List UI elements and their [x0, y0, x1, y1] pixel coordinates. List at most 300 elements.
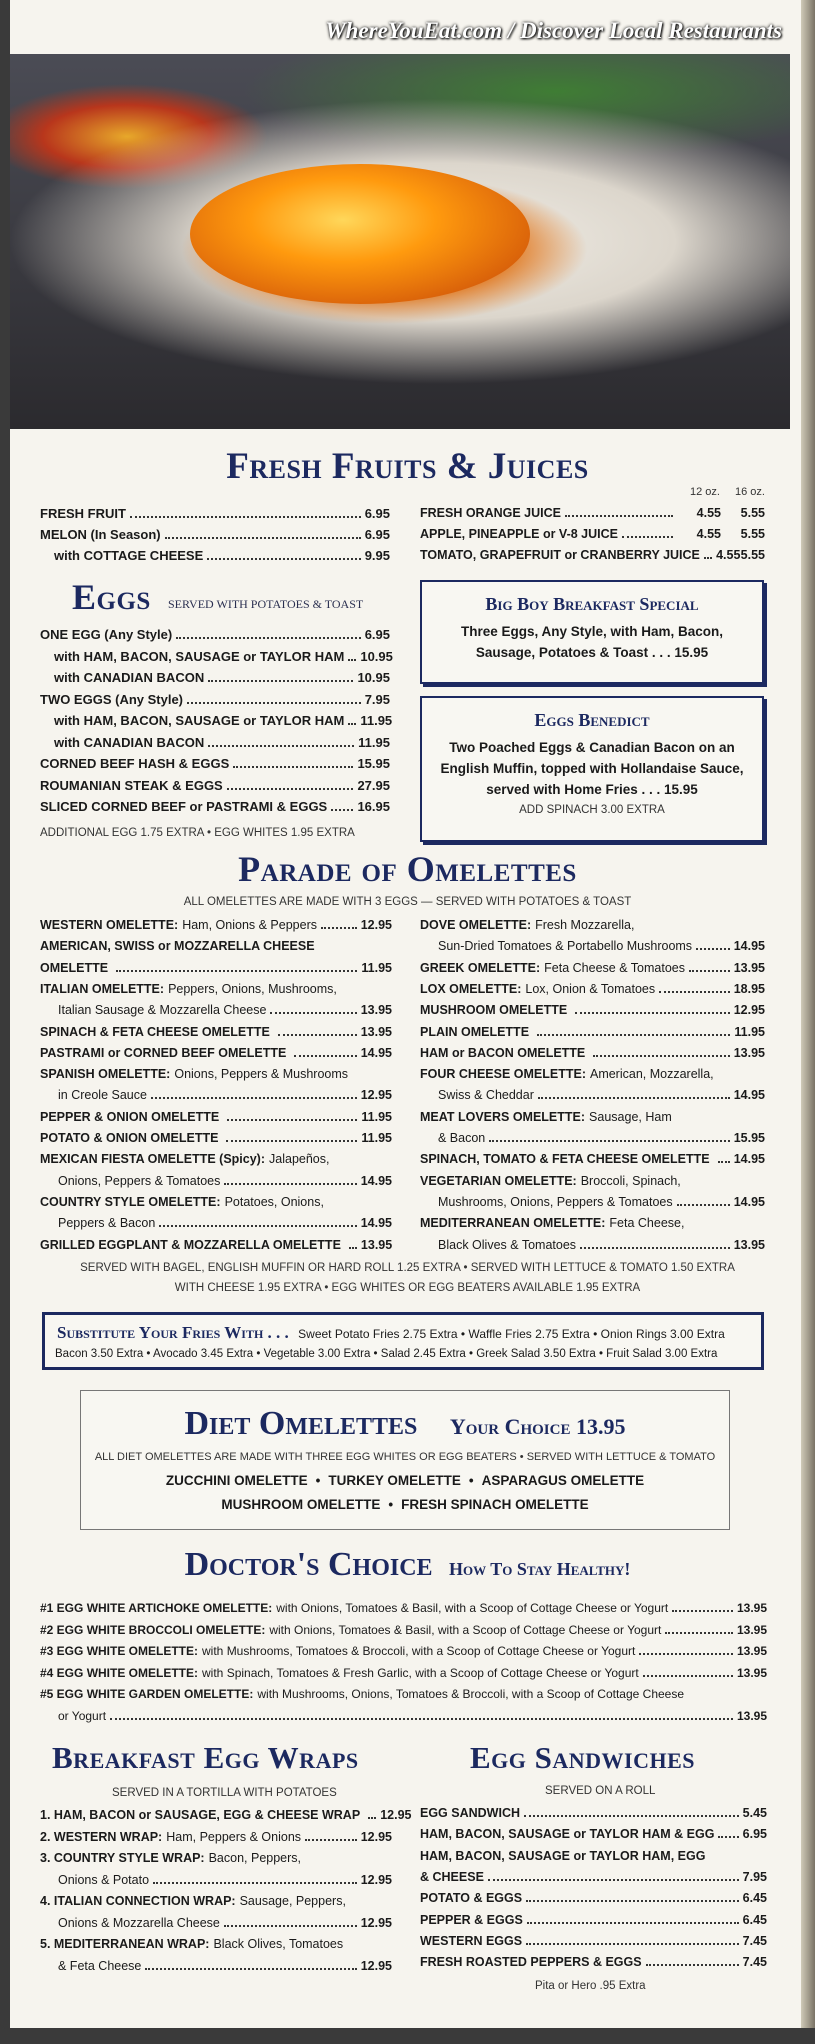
item-name: SLICED CORNED BEEF or PASTRAMI & EGGS: [40, 799, 328, 814]
benedict-line1: Two Poached Eggs & Canadian Bacon on an: [449, 740, 735, 755]
item-description: Peppers & Bacon: [58, 1216, 156, 1231]
dot-leader: [718, 1161, 730, 1163]
item-name: #5 EGG WHITE GARDEN OMELETTE:: [40, 1687, 254, 1701]
diet-omelettes-box: [80, 1390, 730, 1530]
dot-leader: [537, 1034, 730, 1036]
substitute-line-1-wrap: [57, 1323, 725, 1343]
wraps-title: Breakfast Egg Wraps: [52, 1740, 359, 1775]
item-name: SPINACH, TOMATO & FETA CHEESE OMELETTE: [420, 1152, 710, 1167]
menu-item: [40, 713, 393, 728]
dot-leader: [538, 1097, 730, 1099]
big-boy-line1: Three Eggs, Any Style, with Ham, Bacon,: [460, 624, 724, 639]
hero-food-photo: [10, 54, 790, 429]
item-price: 13.95: [733, 960, 765, 975]
diet-title: Diet Omelettes: [184, 1405, 418, 1442]
item-price: 14.95: [733, 939, 765, 954]
menu-item: [40, 939, 392, 953]
item-price: 12.95: [360, 1915, 392, 1930]
item-price: 14.95: [360, 1216, 392, 1231]
item-name: 4. ITALIAN CONNECTION WRAP:: [40, 1894, 236, 1908]
diet-row1: [81, 1469, 729, 1493]
dot-leader: [565, 515, 673, 517]
dot-leader: [153, 1882, 357, 1884]
item-price: 13.95: [360, 1003, 392, 1018]
menu-item: [40, 982, 392, 996]
item-description: Black Olives & Tomatoes: [438, 1237, 577, 1252]
item-name: 1. HAM, BACON or SAUSAGE, EGG & CHEESE WRAP: [40, 1808, 361, 1822]
omelettes-note2: WITH CHEESE 1.95 EXTRA • EGG WHITES OR EGG BEATERS AVAILABLE 1.95 EXTRA: [174, 1282, 641, 1294]
item-name: TWO EGGS (Any Style): [40, 691, 184, 707]
item-price: 13.95: [360, 1024, 392, 1039]
menu-item: [40, 1916, 392, 1930]
item-description: Feta Cheese & Tomatoes: [544, 960, 685, 975]
menu-item: [420, 1870, 767, 1884]
benedict-title: Eggs Benedict: [534, 710, 650, 730]
menu-item: [40, 627, 390, 642]
menu-item: [40, 527, 390, 542]
dot-leader: [208, 745, 354, 747]
eggs-subtitle: SERVED WITH POTATOES & TOAST: [168, 597, 364, 611]
item-price: 5.45: [742, 1806, 767, 1820]
eggs-benedict-box: [420, 696, 764, 842]
item-price: 11.95: [734, 1024, 765, 1039]
item-name: OMELETTE: [40, 960, 109, 975]
item-name: ONE EGG (Any Style): [40, 627, 173, 642]
item-price: 5.55: [740, 506, 765, 520]
dot-leader: [639, 1653, 733, 1655]
dot-leader: [622, 536, 673, 538]
menu-item: [420, 1003, 765, 1017]
big-boy-special-box: [420, 580, 764, 684]
item-name: GREEK OMELETTE:: [420, 960, 541, 975]
item-price: 5.55: [740, 527, 765, 541]
item-price: 18.95: [733, 981, 765, 996]
item-name: VEGETARIAN OMELETTE:: [420, 1173, 577, 1188]
dot-leader: [659, 991, 730, 993]
dot-leader: [110, 1718, 733, 1720]
item-name: AMERICAN, SWISS or MOZZARELLA CHEESE: [40, 939, 315, 954]
menu-item: [40, 1152, 392, 1166]
dot-leader: [151, 1097, 357, 1099]
diet-item: ASPARAGUS OMELETTE: [481, 1473, 645, 1488]
item-price: 4.55: [696, 527, 721, 541]
item-name: & CHEESE: [420, 1869, 484, 1884]
big-boy-line2: Sausage, Potatoes & Toast . . . 15.95: [475, 645, 709, 660]
dot-leader: [665, 1632, 733, 1634]
item-price: 11.95: [361, 960, 392, 975]
item-description: Sun-Dried Tomatoes & Portabello Mushrooms: [438, 939, 693, 954]
item-description: Sausage, Ham: [589, 1109, 672, 1124]
benedict-line3: served with Home Fries . . . 15.95: [486, 782, 698, 797]
item-name: FRESH FRUIT: [40, 506, 126, 521]
item-price: 7.45: [742, 1955, 767, 1970]
substitute-fries-box: [42, 1312, 764, 1370]
item-description: in Creole Sauce: [58, 1088, 147, 1103]
dot-leader: [270, 1012, 356, 1014]
col-12oz-header: 12 oz.: [690, 486, 720, 498]
item-description: Onions, Peppers & Tomatoes: [58, 1173, 221, 1188]
menu-item: [420, 1025, 765, 1039]
egg-yolk-image: [190, 164, 530, 304]
dot-leader: [207, 558, 360, 560]
menu-item: [420, 1827, 767, 1841]
item-name: DOVE OMELETTE:: [420, 918, 532, 932]
item-name: ROUMANIAN STEAK & EGGS: [40, 777, 223, 793]
menu-item: [40, 1709, 767, 1723]
menu-item: [420, 1891, 767, 1905]
item-name: 2. WESTERN WRAP:: [40, 1829, 163, 1844]
menu-item: [40, 961, 392, 975]
item-name: #1 EGG WHITE ARTICHOKE OMELETTE:: [40, 1601, 273, 1615]
item-price: 12.95: [360, 1958, 392, 1973]
item-name: GRILLED EGGPLANT & MOZZARELLA OMELETTE: [40, 1237, 341, 1252]
item-description: with Spinach, Tomatoes & Fresh Garlic, with a Scoop of Cottage Cheese or Yogurt: [202, 1665, 639, 1680]
item-price: 14.95: [733, 1088, 765, 1103]
item-name: POTATO & ONION OMELETTE: [40, 1131, 219, 1145]
item-price: 16.95: [357, 799, 390, 814]
item-description: Sausage, Peppers,: [239, 1894, 346, 1908]
bullet: •: [388, 1497, 394, 1512]
item-price: 12.95: [360, 1872, 392, 1887]
substitute-title: Substitute Your Fries With . . .: [57, 1323, 289, 1342]
menu-item: [420, 1806, 767, 1820]
menu-item: [420, 1088, 765, 1102]
menu-item: [40, 1238, 392, 1252]
menu-item: [420, 527, 765, 541]
item-name: MEDITERRANEAN OMELETTE:: [420, 1216, 606, 1231]
item-description: Onions, Peppers & Mushrooms: [174, 1067, 349, 1082]
item-name: 5. MEDITERRANEAN WRAP:: [40, 1937, 210, 1951]
dot-leader: [321, 927, 357, 929]
fruits-title: Fresh Fruits & Juices: [226, 446, 589, 487]
menu-item: [420, 506, 765, 520]
item-price: 13.95: [733, 1237, 765, 1252]
item-name: WESTERN OMELETTE:: [40, 918, 179, 932]
item-name: MUSHROOM OMELETTE: [420, 1003, 568, 1018]
menu-item: [40, 1830, 392, 1844]
item-name: SPINACH & FETA CHEESE OMELETTE: [40, 1024, 270, 1039]
bullet: •: [468, 1473, 474, 1488]
dot-leader: [696, 948, 730, 950]
item-name: APPLE, PINEAPPLE or V-8 JUICE: [420, 527, 618, 541]
menu-item: [420, 1955, 767, 1969]
menu-item: [40, 1666, 767, 1680]
item-description: with Mushrooms, Onions, Tomatoes & Broccoli, with a Scoop of Cottage Cheese: [257, 1687, 685, 1701]
menu-item: [420, 918, 765, 932]
menu-item: [40, 1851, 392, 1865]
item-price: 13.95: [736, 1708, 767, 1723]
item-name: 3. COUNTRY STYLE WRAP:: [40, 1851, 205, 1865]
menu-item: [420, 1110, 765, 1124]
item-name: MELON (In Season): [40, 527, 161, 542]
dot-leader: [646, 1964, 739, 1966]
item-price: 7.45: [742, 1933, 767, 1948]
wraps-subtitle: SERVED IN A TORTILLA WITH POTATOES: [112, 1787, 337, 1799]
menu-item: [40, 1003, 392, 1017]
dot-leader: [677, 1204, 730, 1206]
item-price: 6.95: [364, 506, 390, 521]
menu-item: [40, 1088, 392, 1102]
item-price: 12.95: [360, 1829, 392, 1844]
site-banner[interactable]: WhereYouEat.com / Discover Local Restaurants: [325, 18, 782, 43]
menu-item: [420, 1131, 765, 1145]
dot-leader: [130, 516, 361, 518]
menu-item: [40, 756, 390, 771]
dot-leader: [176, 637, 360, 639]
item-name: LOX OMELETTE:: [420, 981, 522, 996]
item-description: with Onions, Tomatoes & Basil, with a Scoop of Cottage Cheese or Yogurt: [269, 1622, 662, 1637]
dot-leader: [526, 1943, 739, 1945]
menu-item: [420, 1152, 765, 1166]
menu-item: [420, 1913, 767, 1927]
item-price: 27.95: [357, 777, 390, 793]
page-edge-right: [801, 0, 815, 2044]
item-name: with CANADIAN BACON: [54, 734, 205, 750]
dot-leader: [227, 1119, 357, 1121]
item-description: Italian Sausage & Mozzarella Cheese: [58, 1003, 267, 1018]
menu-item: [420, 1195, 765, 1209]
item-price: 6.45: [742, 1912, 767, 1927]
item-name: HAM, BACON, SAUSAGE or TAYLOR HAM & EGG: [420, 1827, 715, 1842]
dot-leader: [368, 1817, 376, 1819]
menu-item: [40, 648, 393, 664]
menu-item: [40, 1937, 392, 1951]
item-price: 12.95: [733, 1003, 765, 1018]
item-price: 13.95: [736, 1601, 767, 1615]
menu-item: [40, 670, 390, 685]
dot-leader: [294, 1055, 356, 1057]
menu-item: [40, 1644, 767, 1658]
menu-item: [40, 1894, 392, 1908]
diet-note: ALL DIET OMELETTES ARE MADE WITH THREE EGG WHITES OR EGG BEATERS • SERVED WITH LETTUCE & TOMATO: [94, 1451, 716, 1463]
sandwiches-note: Pita or Hero .95 Extra: [535, 1980, 646, 1992]
dot-leader: [643, 1675, 733, 1677]
menu-item: [40, 1216, 392, 1230]
item-description: or Yogurt: [58, 1708, 107, 1723]
item-name: FRESH ORANGE JUICE: [420, 506, 561, 520]
sandwiches-subtitle: SERVED ON A ROLL: [545, 1785, 656, 1797]
diet-header: [81, 1405, 729, 1443]
menu-item: [40, 1808, 412, 1822]
diet-item: ZUCCHINI OMELETTE: [165, 1473, 308, 1488]
item-description: & Feta Cheese: [58, 1958, 142, 1973]
item-description: Onions & Potato: [58, 1872, 150, 1887]
item-price: 4.55: [716, 548, 741, 562]
item-description: & Bacon: [438, 1131, 486, 1145]
item-description: Jalapeños,: [269, 1152, 330, 1167]
dot-leader: [116, 970, 357, 972]
dot-leader: [489, 1140, 729, 1142]
dot-leader: [718, 1836, 738, 1838]
menu-item: [420, 1174, 765, 1188]
item-price: 9.95: [364, 548, 390, 563]
item-price: 13.95: [736, 1665, 767, 1680]
item-price: 7.95: [742, 1869, 767, 1884]
menu-item: [420, 548, 765, 562]
dot-leader: [165, 537, 361, 539]
item-name: COUNTRY STYLE OMELETTE:: [40, 1194, 221, 1209]
menu-item: [40, 1046, 392, 1060]
menu-item: [40, 1025, 392, 1039]
item-price: 11.95: [361, 1131, 392, 1145]
item-price: 12.95: [360, 918, 392, 932]
menu-item: [420, 1934, 767, 1948]
item-price: 14.95: [360, 1045, 392, 1060]
item-price: 5.55: [740, 548, 765, 562]
dot-leader: [349, 1247, 357, 1249]
item-price: 14.95: [733, 1152, 765, 1167]
item-description: Ham, Peppers & Onions: [166, 1829, 302, 1844]
item-name: HAM or BACON OMELETTE: [420, 1045, 586, 1060]
item-name: EGG SANDWICH: [420, 1806, 520, 1820]
item-name: PEPPER & EGGS: [420, 1912, 523, 1927]
substitute-line2: Bacon 3.50 Extra • Avocado 3.45 Extra • Vegetable 3.00 Extra • Salad 2.45 Extra • Greek Salad 3.50 Extra • Fruit Salad 3.00 Extra: [55, 1348, 718, 1360]
item-price: 6.95: [742, 1827, 767, 1842]
item-name: MEAT LOVERS OMELETTE:: [420, 1109, 586, 1124]
menu-item: [40, 918, 392, 932]
item-description: Peppers, Onions, Mushrooms,: [168, 981, 337, 996]
menu-item: [40, 1174, 392, 1188]
page-edge-left: [0, 0, 10, 2044]
diet-item: TURKEY OMELETTE: [328, 1473, 461, 1488]
item-price: 14.95: [733, 1194, 765, 1209]
dot-leader: [278, 1034, 357, 1036]
dot-leader: [305, 1839, 357, 1841]
item-description: with Mushrooms, Tomatoes & Broccoli, with a Scoop of Cottage Cheese or Yogurt: [202, 1644, 636, 1658]
benedict-line2: English Muffin, topped with Hollandaise Sauce,: [440, 761, 744, 776]
item-name: #2 EGG WHITE BROCCOLI OMELETTE:: [40, 1622, 266, 1637]
dot-leader: [227, 788, 354, 790]
menu-item: [40, 1687, 767, 1701]
item-price: 11.95: [358, 734, 390, 750]
item-name: POTATO & EGGS: [420, 1891, 523, 1906]
doctor-subtitle: How To Stay Healthy!: [449, 1559, 631, 1579]
menu-item: [420, 1238, 765, 1252]
menu-item: [40, 1195, 392, 1209]
item-name: TOMATO, GRAPEFRUIT or CRANBERRY JUICE: [420, 548, 700, 562]
menu-item: [420, 1216, 765, 1230]
item-name: with COTTAGE CHEESE: [54, 548, 204, 563]
item-description: Fresh Mozzarella,: [535, 918, 635, 932]
item-price: 12.95: [360, 1088, 392, 1103]
dot-leader: [575, 1012, 730, 1014]
dot-leader: [689, 970, 730, 972]
item-price: 6.95: [364, 627, 390, 642]
item-name: with HAM, BACON, SAUSAGE or TAYLOR HAM: [54, 648, 345, 664]
item-description: Potatoes, Onions,: [224, 1194, 324, 1209]
item-price: 10.95: [360, 648, 393, 664]
item-price: 13.95: [360, 1237, 393, 1252]
menu-item: [40, 735, 390, 750]
bullet: •: [315, 1473, 321, 1488]
item-description: Ham, Onions & Peppers: [182, 918, 317, 932]
item-name: CORNED BEEF HASH & EGGS: [40, 756, 230, 771]
sandwiches-title: Egg Sandwiches: [470, 1740, 696, 1775]
item-description: Bacon, Peppers,: [208, 1851, 302, 1865]
dot-leader: [488, 1879, 739, 1881]
item-name: PASTRAMI or CORNED BEEF OMELETTE: [40, 1045, 287, 1060]
menu-item: [420, 1046, 765, 1060]
item-name: SPANISH OMELETTE:: [40, 1067, 171, 1082]
item-name: #3 EGG WHITE OMELETTE:: [40, 1644, 199, 1658]
item-name: PEPPER & ONION OMELETTE: [40, 1109, 220, 1124]
item-name: with CANADIAN BACON: [54, 670, 205, 685]
dot-leader: [527, 1922, 739, 1924]
item-description: Lox, Onion & Tomatoes: [525, 981, 656, 996]
menu-item: [40, 778, 390, 793]
diet-choice: Your Choice 13.95: [449, 1414, 626, 1439]
menu-item: [40, 506, 390, 521]
dot-leader: [704, 557, 712, 559]
item-price: 12.95: [380, 1808, 412, 1822]
item-name: MEXICAN FIESTA OMELETTE (Spicy):: [40, 1152, 266, 1167]
item-price: 6.95: [364, 527, 390, 542]
item-name: FOUR CHEESE OMELETTE:: [420, 1067, 586, 1082]
eggs-title: Eggs: [72, 577, 151, 617]
doctor-header: [0, 1546, 815, 1584]
item-price: 6.45: [742, 1891, 767, 1906]
item-price: 13.95: [736, 1644, 767, 1658]
item-price: 11.95: [360, 713, 393, 728]
menu-item: [40, 1623, 767, 1637]
dot-leader: [672, 1610, 733, 1612]
menu-item: [40, 1131, 392, 1145]
dot-leader: [348, 723, 356, 725]
item-description: Onions & Mozzarella Cheese: [58, 1915, 220, 1930]
diet-item: MUSHROOM OMELETTE: [221, 1497, 381, 1512]
page-edge-bottom: [0, 2028, 815, 2044]
menu-item: [40, 1067, 392, 1081]
dot-leader: [233, 766, 353, 768]
eggs-note: ADDITIONAL EGG 1.75 EXTRA • EGG WHITES 1.95 EXTRA: [40, 827, 355, 839]
col-16oz-header: 16 oz.: [735, 486, 765, 498]
menu-item: [40, 799, 390, 814]
dot-leader: [580, 1247, 730, 1249]
dot-leader: [208, 680, 353, 682]
item-price: 10.95: [357, 670, 390, 685]
dot-leader: [224, 1925, 357, 1927]
item-name: with HAM, BACON, SAUSAGE or TAYLOR HAM: [54, 713, 345, 728]
item-price: 4.55: [696, 506, 721, 520]
omelettes-note1: SERVED WITH BAGEL, ENGLISH MUFFIN OR HARD ROLL 1.25 EXTRA • SERVED WITH LETTUCE & TOMATO 1.50 EXTRA: [80, 1262, 735, 1274]
dot-leader: [348, 659, 356, 661]
item-price: 13.95: [733, 1045, 765, 1060]
menu-item: [420, 1849, 767, 1863]
omelettes-subtitle: ALL OMELETTES ARE MADE WITH 3 EGGS — SERVED WITH POTATOES & TOAST: [183, 896, 632, 908]
item-price: 15.95: [357, 756, 390, 771]
item-price: 11.95: [361, 1109, 392, 1124]
item-name: ITALIAN OMELETTE:: [40, 981, 165, 996]
item-price: 15.95: [733, 1131, 765, 1145]
item-description: American, Mozzarella,: [589, 1067, 714, 1082]
menu-item: [420, 939, 765, 953]
menu-item: [40, 548, 390, 563]
diet-item: FRESH SPINACH OMELETTE: [401, 1497, 589, 1512]
item-name: #4 EGG WHITE OMELETTE:: [40, 1665, 199, 1680]
item-description: Broccoli, Spinach,: [580, 1173, 681, 1188]
dot-leader: [226, 1140, 357, 1142]
menu-item: [40, 1601, 767, 1615]
doctor-title: Doctor's Choice: [184, 1546, 433, 1583]
diet-row2: [81, 1493, 729, 1517]
menu-item: [420, 1067, 765, 1081]
dot-leader: [331, 809, 353, 811]
item-description: with Onions, Tomatoes & Basil, with a Scoop of Cottage Cheese or Yogurt: [276, 1601, 669, 1615]
item-description: Black Olives, Tomatoes: [213, 1937, 344, 1951]
dot-leader: [224, 1183, 356, 1185]
item-price: 14.95: [360, 1173, 392, 1188]
item-description: Swiss & Cheddar: [438, 1088, 534, 1103]
